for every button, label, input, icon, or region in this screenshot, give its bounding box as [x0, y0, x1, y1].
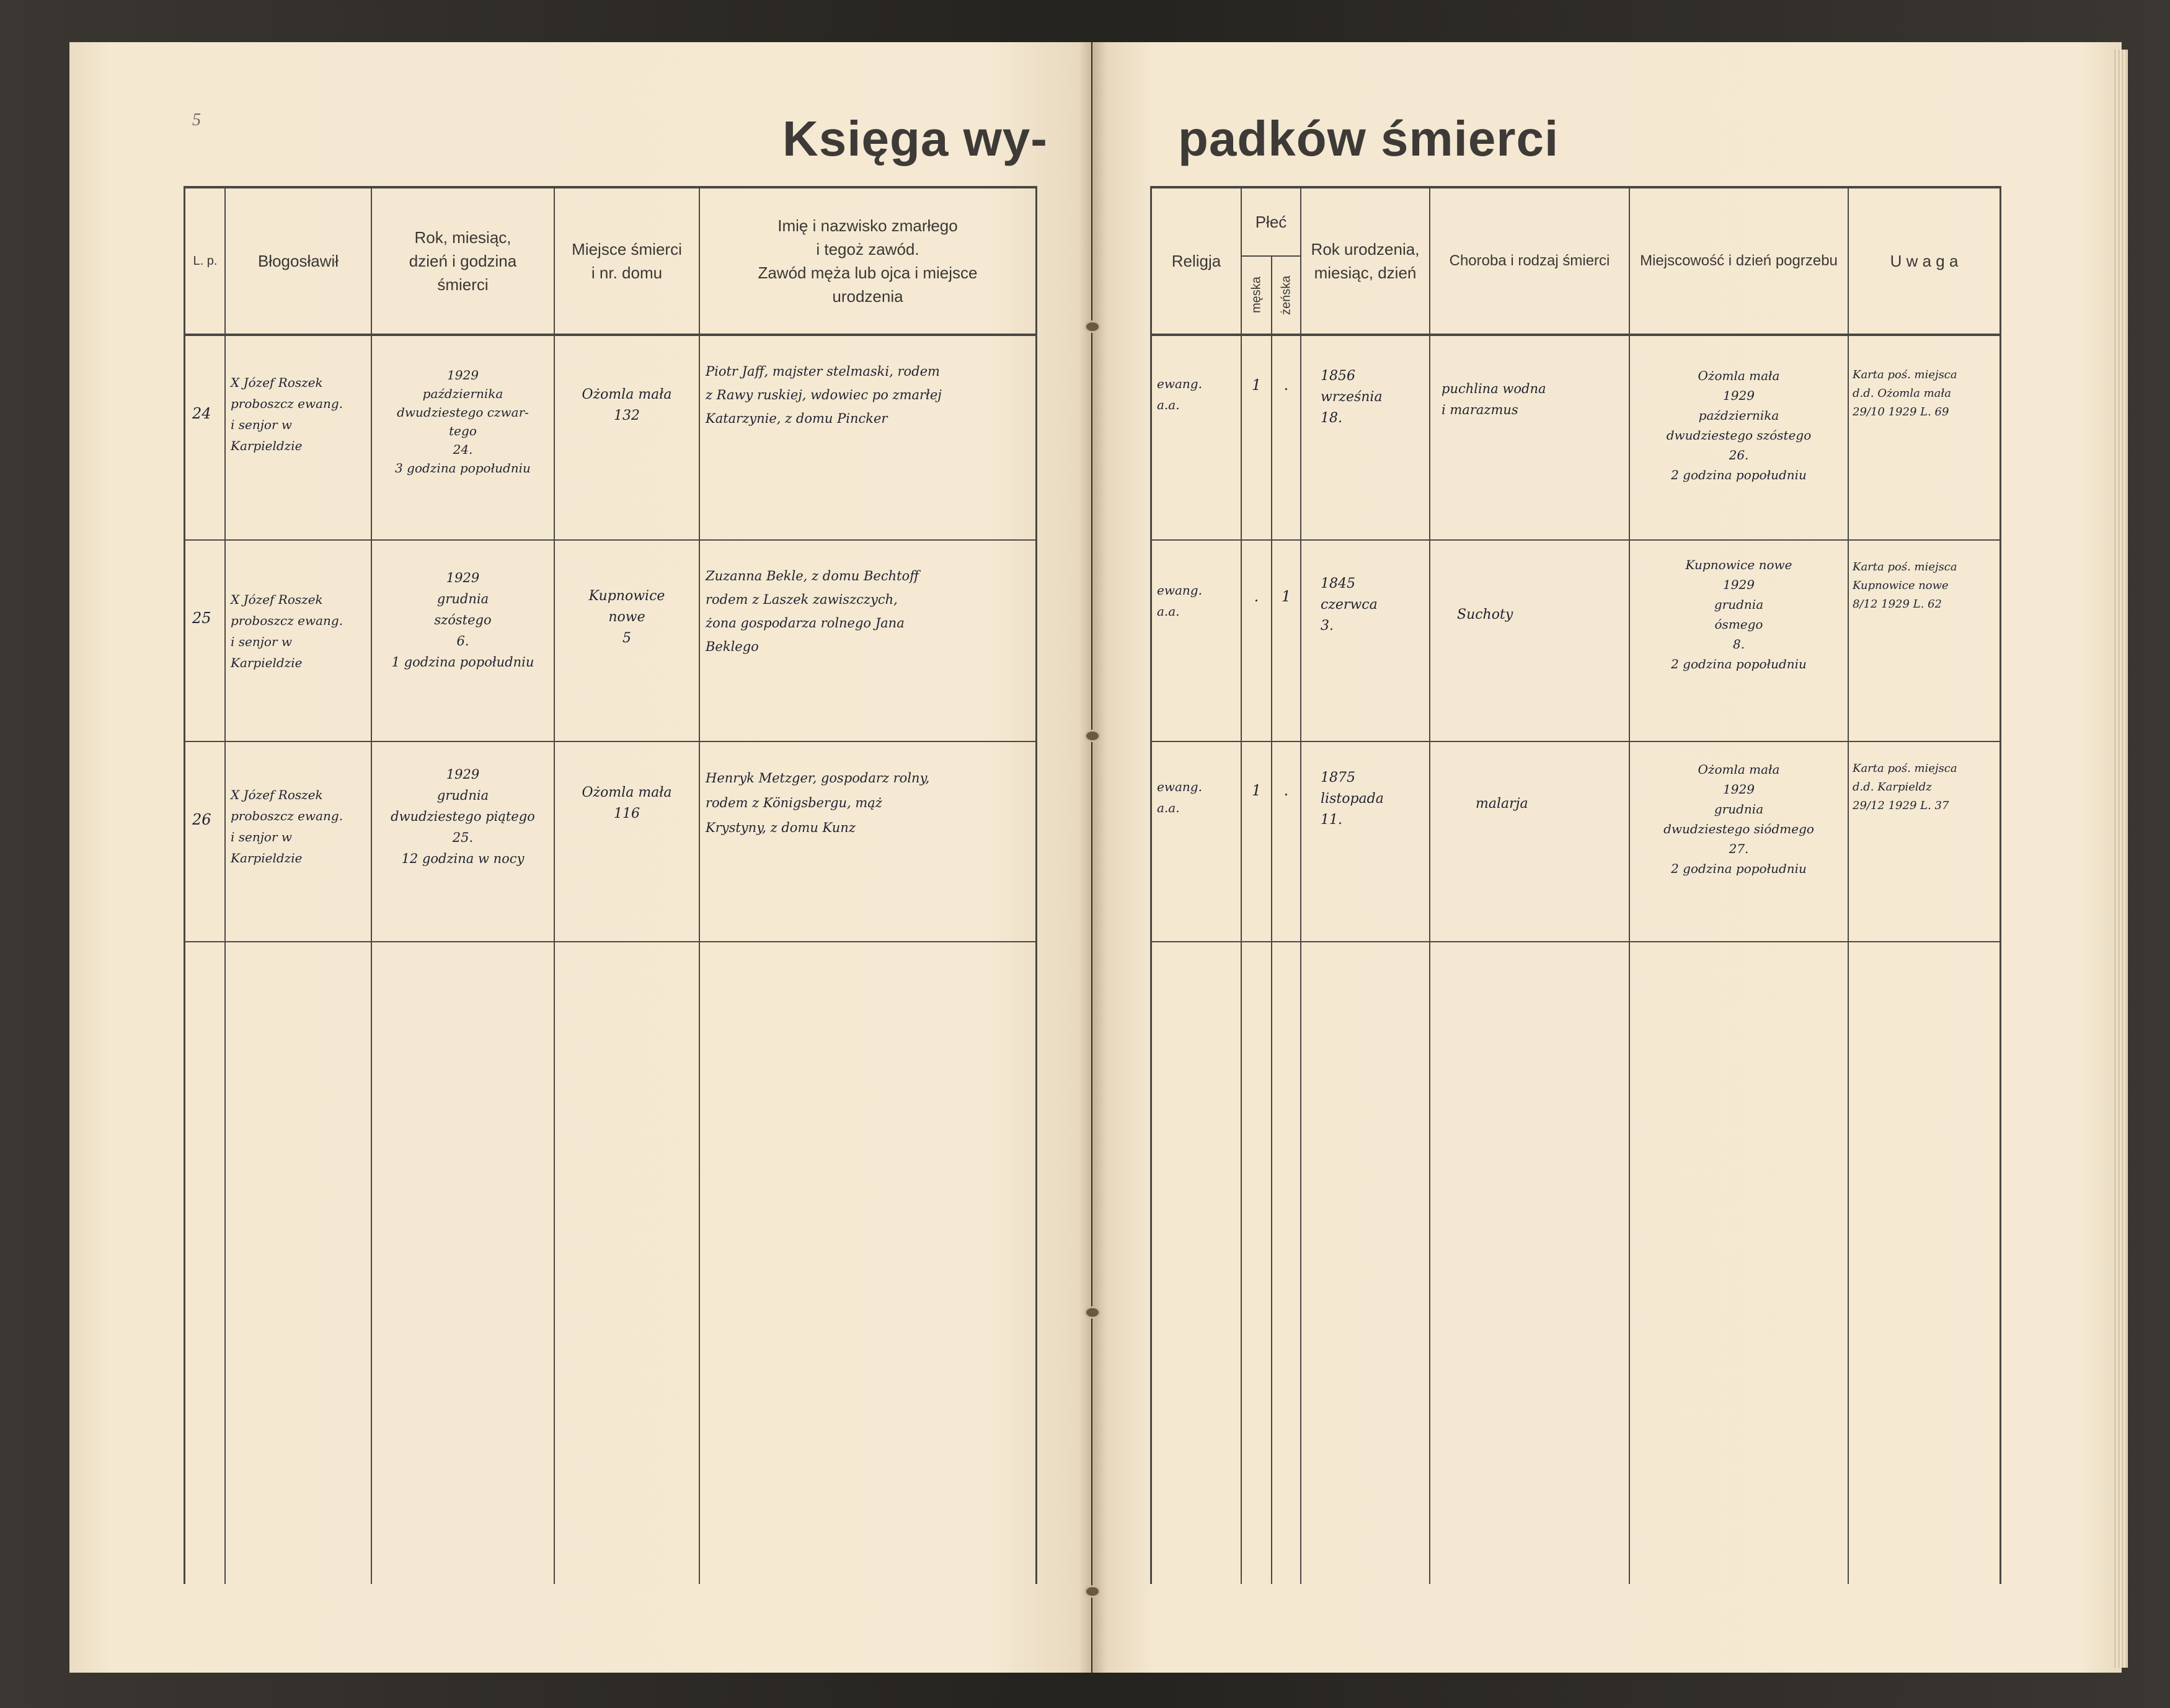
entry-urodzenie: 1875 listopada 11.: [1321, 770, 1384, 828]
row-divider: [184, 539, 1037, 541]
entry-pogrzeb: Ożomla mała 1929 października dwudziestego szóstego 26. 2 godzina popołudniu: [1666, 368, 1812, 482]
column-rule: [2000, 186, 2001, 1584]
entry-uwaga: Karta poś. miejsca d.d. Karpieldz 29/12 1929 L. 37: [1853, 762, 1957, 812]
row-divider: [1150, 941, 2001, 942]
entry-religja: ewang. a.a.: [1157, 583, 1202, 619]
page-title-left: Księga wy-: [782, 111, 1048, 166]
entry-choroba: Suchoty: [1457, 607, 1513, 622]
column-rule: [224, 186, 226, 1584]
entry-zenska: 1: [1281, 588, 1291, 605]
header-zenska: żeńska: [1279, 275, 1293, 315]
row-divider: [184, 941, 1037, 942]
column-rule: [1848, 186, 1849, 1584]
page-edges: [2114, 50, 2128, 1668]
entry-choroba: puchlina wodna i marazmus: [1442, 381, 1546, 417]
entry-meska: 1: [1251, 782, 1262, 799]
row-divider: [1150, 741, 2001, 742]
header-plec: Płeć: [1255, 213, 1287, 231]
entry-urodzenie: 1845 czerwca 3.: [1321, 576, 1378, 634]
entry-uwaga: Karta poś. miejsca Kupnowice nowe 8/12 1929 L. 62: [1853, 560, 1957, 611]
binding-hole: [1086, 1308, 1099, 1317]
entry-meska: 1: [1251, 376, 1262, 394]
header-lp: L. p.: [193, 254, 218, 268]
column-rule: [1300, 186, 1301, 1584]
header-choroba: Choroba i rodzaj śmierci: [1449, 252, 1610, 269]
entry-lp: 25: [192, 609, 211, 627]
header-imie-nazwisko: Imię i nazwisko zmarłego i tegoż zawód. Zawód męża lub ojca i miejsce urodzenia: [758, 216, 978, 306]
entry-blogoslawil: X Józef Roszek proboszcz ewang. i senjor w Karpieldzie: [231, 592, 343, 670]
header-blogoslawil: Błogosławił: [257, 252, 339, 270]
entry-lp: 26: [192, 811, 211, 828]
header-miejsce-smierci: Miejsce śmierci i nr. domu: [572, 240, 682, 282]
entry-miejsce: Kupnowice nowe 5: [588, 588, 665, 646]
binding-hole: [1086, 1587, 1099, 1596]
book-gutter: [1079, 42, 1107, 1673]
header-uwaga: U w a g a: [1890, 252, 1959, 270]
entry-blogoslawil: X Józef Roszek proboszcz ewang. i senjor w Karpieldzie: [231, 787, 343, 865]
header-rok-urodzenia: Rok urodzenia, miesiąc, dzień: [1311, 240, 1420, 282]
entry-data-smierci: 1929 grudnia szóstego 6. 1 godzina popołudniu: [391, 570, 534, 670]
row-divider: [184, 741, 1037, 742]
page-title-right: padków śmierci: [1178, 111, 1559, 166]
entry-imie: Henryk Metzger, gospodarz rolny, rodem z Königsbergu, mąż Krystyny, z domu Kunz: [706, 771, 930, 835]
binding-hole: [1086, 322, 1099, 331]
entry-meska: .: [1254, 588, 1259, 605]
entry-miejsce: Ożomla mała 116: [582, 785, 672, 821]
entry-zenska: .: [1283, 782, 1289, 799]
column-rule: [1241, 186, 1242, 1584]
header-bottom-rule: [184, 334, 1037, 336]
column-rule: [1429, 186, 1430, 1584]
entry-data-smierci: 1929 grudnia dwudziestego piątego 25. 12 godzina w nocy: [391, 767, 535, 866]
column-rule: [699, 186, 700, 1584]
entry-imie: Zuzanna Bekle, z domu Bechtoff rodem z Laszek zawiszczych, żona gospodarza rolnego Jana Beklego: [706, 569, 919, 654]
entry-blogoslawil: X Józef Roszek proboszcz ewang. i senjor w Karpieldzie: [231, 375, 343, 453]
entry-data-smierci: 1929 października dwudziestego czwar- tego 24. 3 godzina popołudniu: [395, 368, 531, 476]
header-pogrzeb: Miejscowość i dzień pogrzebu: [1640, 252, 1838, 269]
header-religja: Religja: [1171, 252, 1221, 270]
entry-pogrzeb: Ożomla mała 1929 grudnia dwudziestego siódmego 27. 2 godzina popołudniu: [1663, 762, 1814, 876]
entry-uwaga: Karta poś. miejsca d.d. Ożomla mała 29/10 1929 L. 69: [1853, 368, 1957, 418]
binding-hole: [1086, 732, 1099, 740]
row-divider: [1150, 539, 2001, 541]
header-rok-smierci: Rok, miesiąc, dzień i godzina śmierci: [409, 228, 517, 294]
column-rule: [1035, 186, 1037, 1584]
header-bottom-rule: [1150, 334, 2001, 336]
column-rule: [1150, 186, 1152, 1584]
column-rule: [184, 186, 185, 1584]
entry-urodzenie: 1856 września 18.: [1321, 368, 1383, 426]
entry-zenska: .: [1283, 376, 1289, 394]
entry-pogrzeb: Kupnowice nowe 1929 grudnia ósmego 8. 2 godzina popołudniu: [1671, 557, 1807, 671]
entry-miejsce: Ożomla mała 132: [582, 387, 672, 423]
entry-religja: ewang. a.a.: [1157, 376, 1202, 412]
entry-imie: Piotr Jaff, majster stelmaski, rodem z Rawy ruskiej, wdowiec po zmarłej Katarzynie, z domu Pincker: [706, 364, 942, 426]
header-meska: męska: [1249, 277, 1264, 314]
column-rule: [1271, 255, 1272, 1584]
entry-religja: ewang. a.a.: [1157, 779, 1202, 815]
entry-choroba: malarja: [1476, 796, 1528, 812]
page-number: 5: [192, 110, 201, 130]
entry-lp: 24: [192, 405, 211, 422]
